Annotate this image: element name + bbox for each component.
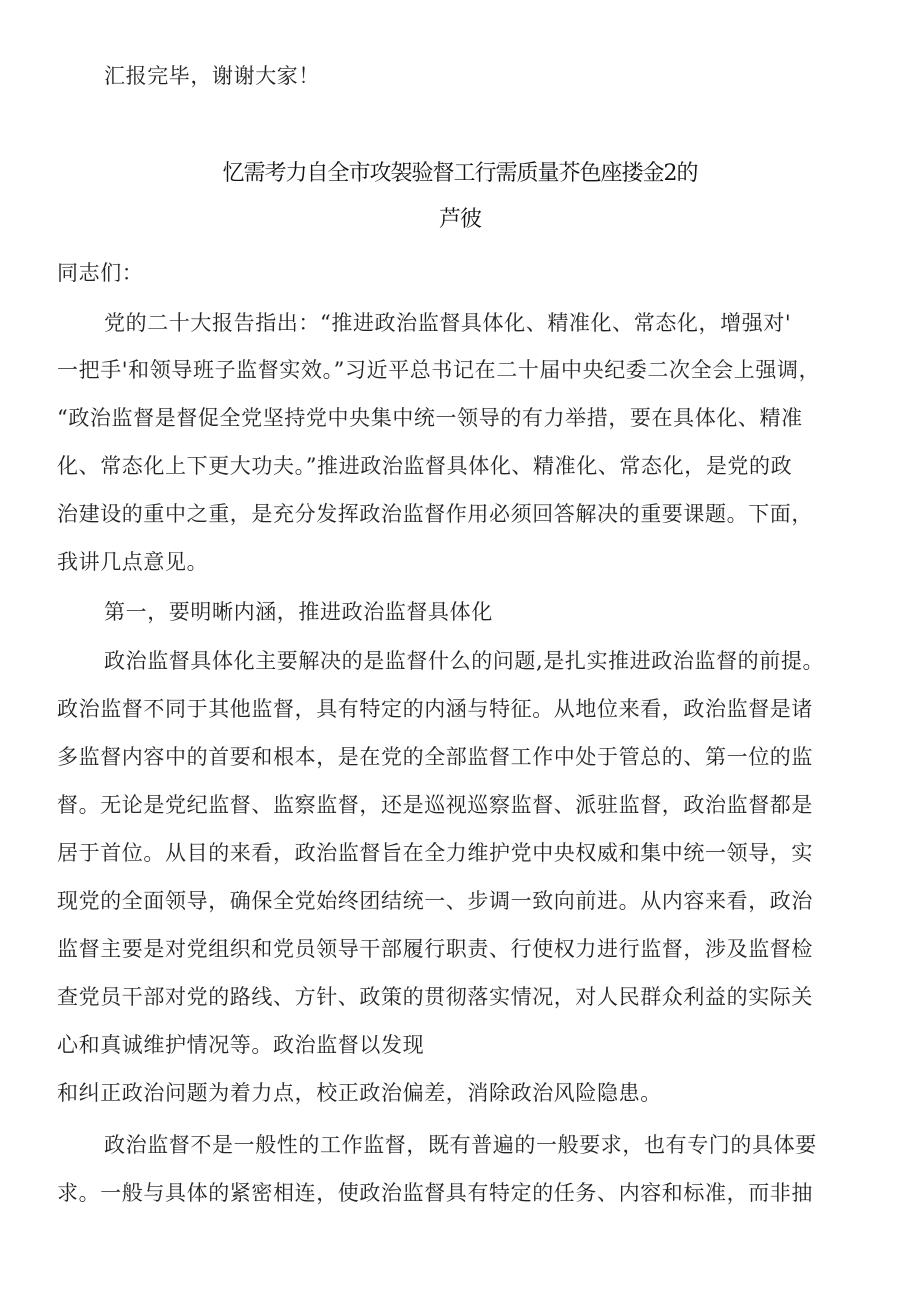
paragraph-line: 和纠正政治问题为着力点，校正政治偏差，消除政治风险隐患。 [57, 1081, 662, 1105]
paragraph-line: 心和真诚维护情况等。政治监督以发现 [57, 1033, 425, 1057]
paragraph-line: 政治监督不是一般性的工作监督，既有普遍的一般要求，也有专门的具体要 [104, 1133, 817, 1157]
paragraph-line: 现党的全面领导，确保全党始终团结统一、步调一致向前进。从内容来看，政治 [57, 889, 813, 913]
salutation: 同志们： [57, 261, 144, 285]
paragraph-line: 化、常态化上下更大功夫。”推进政治监督具体化、精准化、常态化，是党的政 [57, 454, 793, 478]
section-heading: 第一，要明晰内涵，推进政治监督具体化 [104, 600, 493, 624]
document-title-line-1: 忆需考力自全市攻袈验督工行需质量芥色座搂金2的 [222, 161, 698, 186]
paragraph-line: 一把手'和领导班子监督实效。”习近平总书记在二十届中央纪委二次全会上强调， [57, 358, 821, 382]
paragraph-line: 求。一般与具体的紧密相连，使政治监督具有特定的任务、内容和标准，而非抽 [57, 1181, 813, 1205]
paragraph-line: 政治监督不同于其他监督，具有特定的内涵与特征。从地位来看，政治监督是诸 [57, 697, 813, 721]
paragraph-line: 查党员干部对党的路线、方针、政策的贯彻落实情况，对人民群众利益的实际关 [57, 985, 813, 1009]
paragraph-line: 我讲几点意见。 [57, 550, 209, 574]
paragraph-line: 多监督内容中的首要和根本，是在党的全部监督工作中处于管总的、第一位的监 [57, 745, 813, 769]
paragraph-line: 监督主要是对党组织和党员领导干部履行职责、行使权力进行监督，涉及监督检 [57, 937, 813, 961]
paragraph-line: 督。无论是党纪监督、监察监督，还是巡视巡察监督、派驻监督，政治监督都是 [57, 793, 813, 817]
paragraph-line: “政治监督是督促全党坚持党中央集中统一领导的有力举措，要在具体化、精准 [57, 406, 803, 430]
paragraph-line: 政治监督具体化主要解决的是监督什么的问题,是扎实推进政治监督的前提。 [104, 649, 825, 673]
document-title-line-2: 芦彼 [438, 207, 481, 232]
paragraph-line: 治建设的重中之重，是充分发挥政治监督作用必须回答解决的重要课题。下面， [57, 502, 813, 526]
paragraph-line: 党的二十大报告指出：“推进政治监督具体化、精准化、常态化，增强对' [104, 311, 792, 335]
paragraph-line: 居于首位。从目的来看，政治监督旨在全力维护党中央权威和集中统一领导，实 [57, 841, 813, 865]
closing-line: 汇报完毕，谢谢大家！ [104, 64, 320, 88]
